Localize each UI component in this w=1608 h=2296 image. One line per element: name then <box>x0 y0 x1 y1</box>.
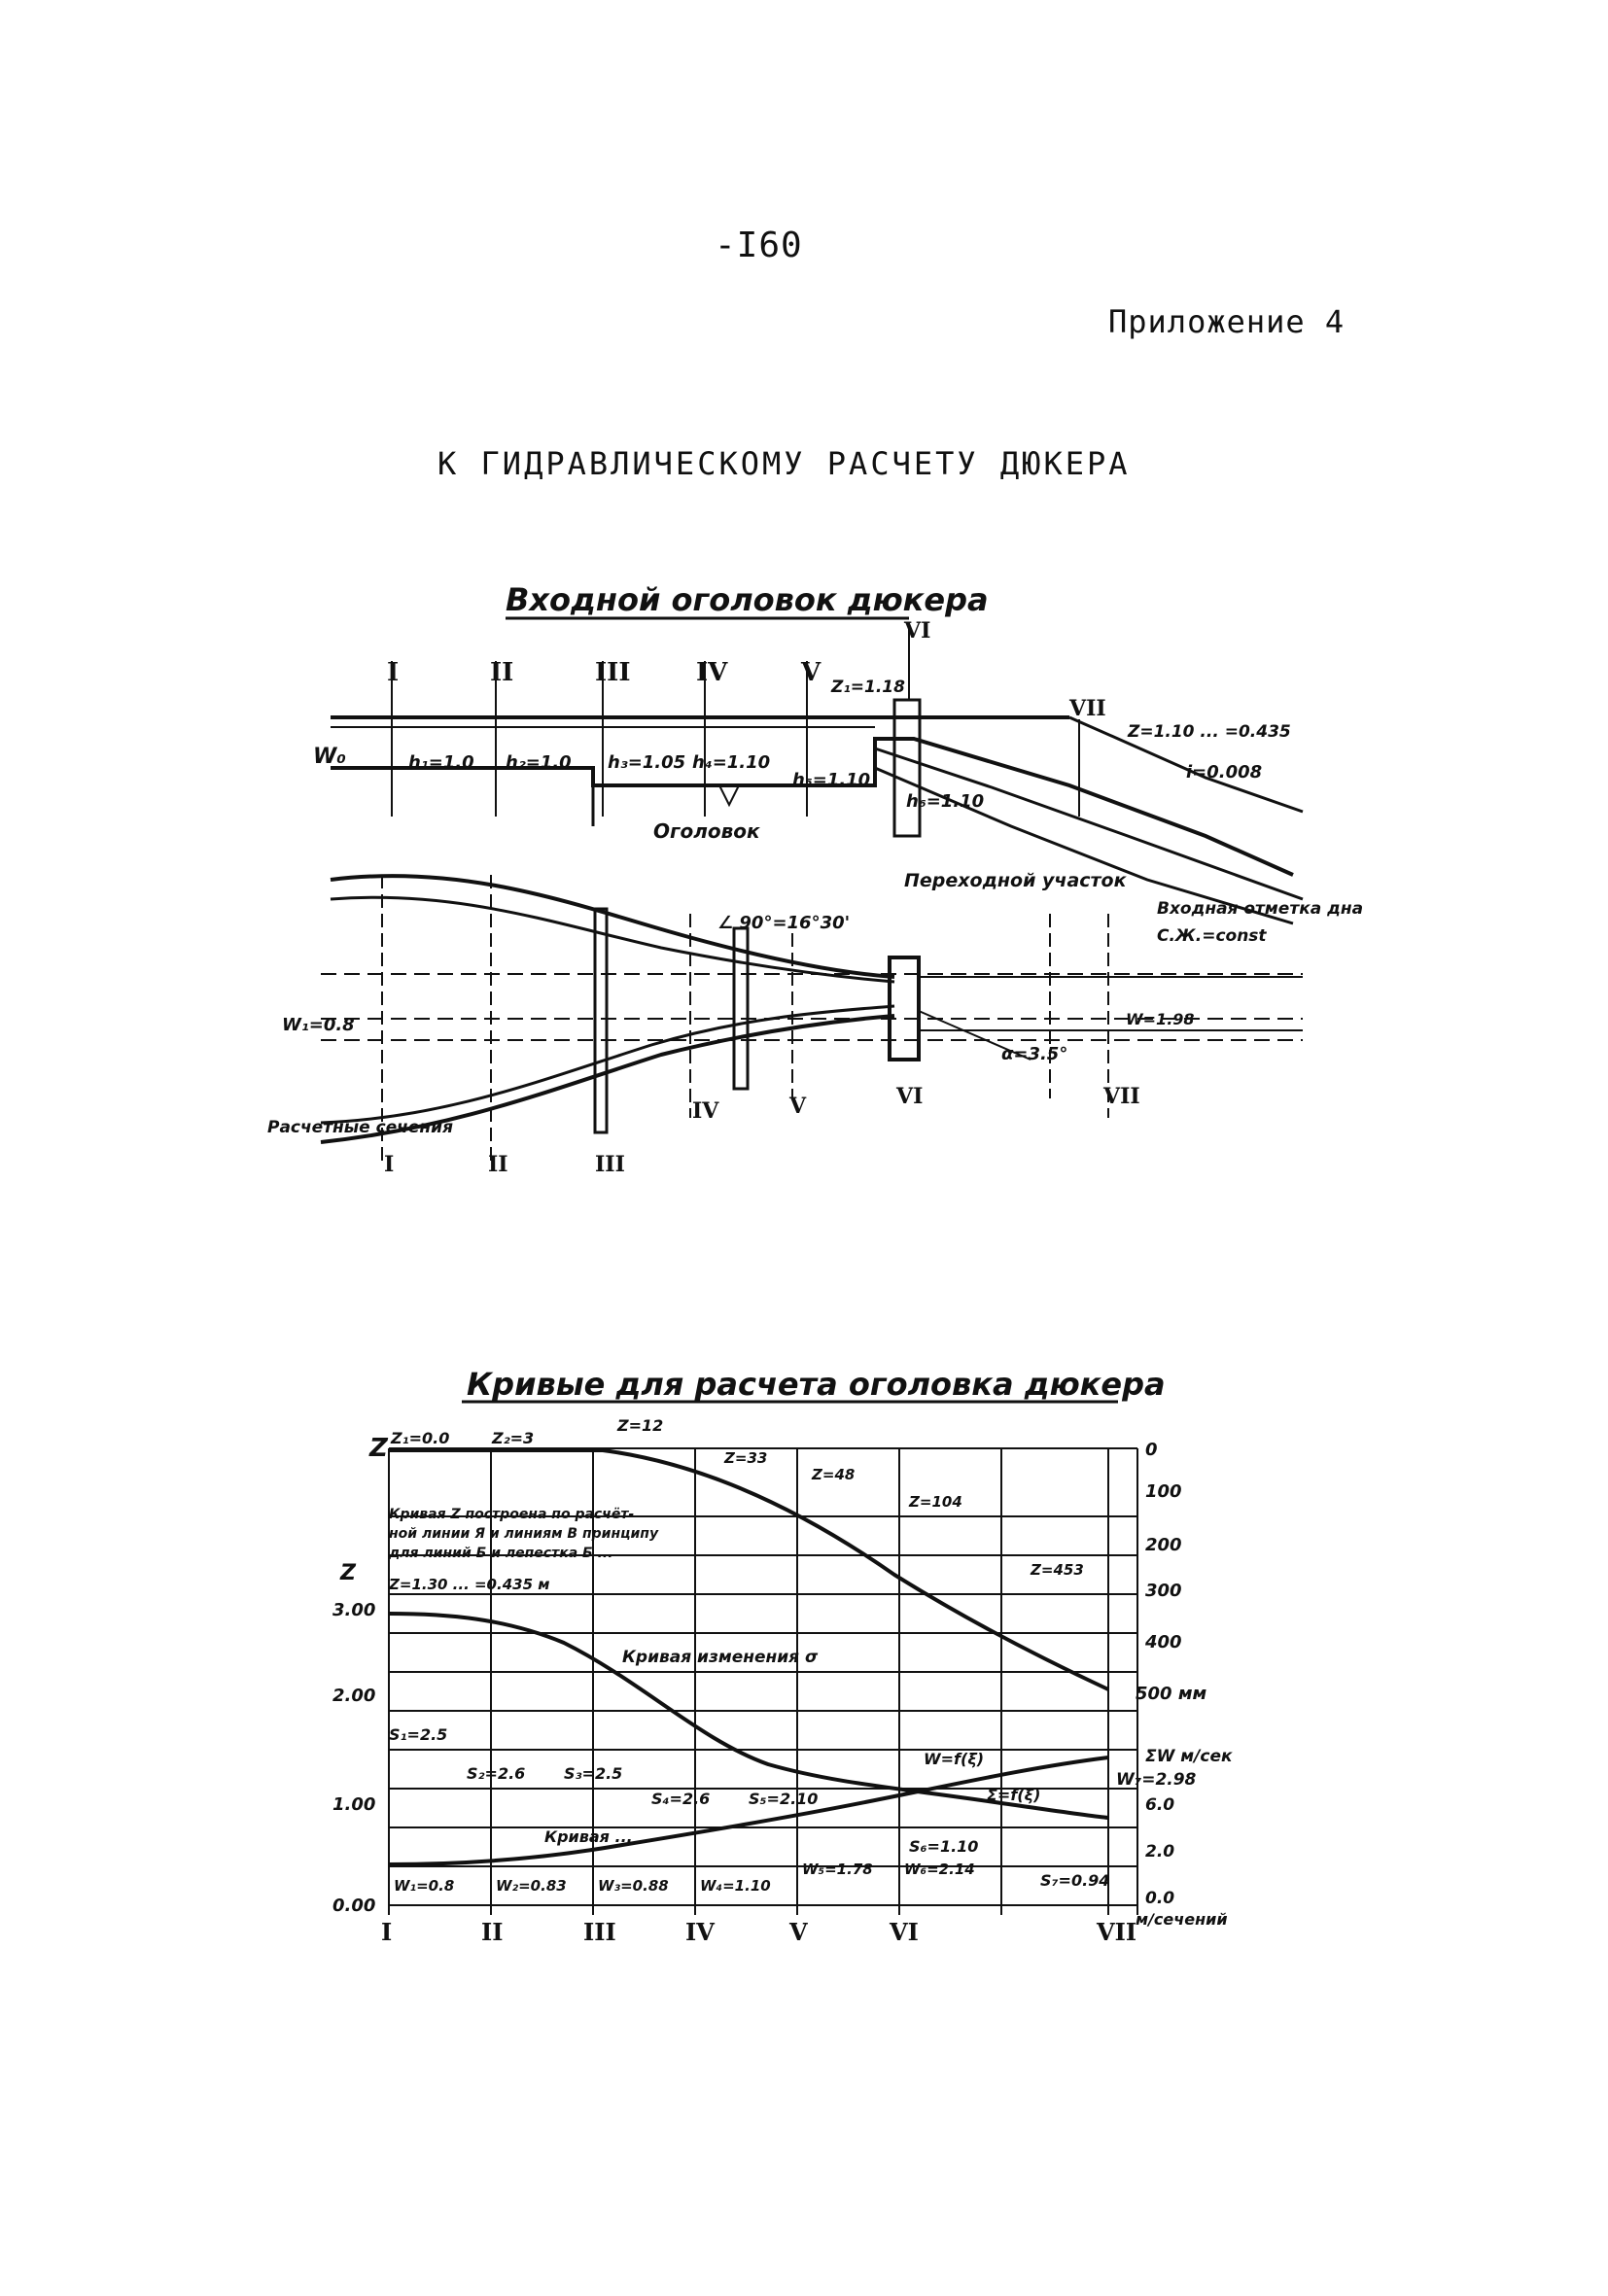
z-left-label: Z₁=1.18 <box>831 678 905 697</box>
h6-label: h₆=1.10 <box>906 791 985 812</box>
ann-w2: W₂=0.83 <box>496 1877 567 1895</box>
bottom-label-4: IV <box>692 1098 719 1124</box>
ann-w5: W₅=1.78 <box>802 1861 873 1878</box>
plan-w-left-label: W₁=0.8 <box>282 1015 355 1035</box>
ann-sigma-w: Σ=f(ξ) <box>987 1786 1041 1804</box>
plan-w-right-label: W=1.98 <box>1126 1010 1195 1028</box>
ann-s6: S₆=1.10 <box>909 1837 979 1856</box>
h2-label: h₂=1.0 <box>506 752 572 773</box>
right-tick-bottom-0: ΣW м/сек <box>1145 1747 1233 1766</box>
document-title: К ГИДРАВЛИЧЕСКОМУ РАСЧЕТУ ДЮКЕРА <box>437 445 1131 482</box>
ann-note2: ной линии Я и линиям В принципу <box>389 1526 659 1542</box>
ann-s2: S₂=2.6 <box>467 1764 526 1783</box>
ann-z0: Z₁=0.0 <box>391 1429 450 1447</box>
ann-z3: Z=12 <box>617 1416 664 1435</box>
left-axis-label: Z <box>340 1561 356 1585</box>
z-right-label: Z=1.10 ... =0.435 <box>1128 722 1291 742</box>
bottom-label-5: V <box>789 1094 807 1119</box>
right-tick-bottom-4: 0.0 <box>1145 1889 1175 1908</box>
appendix-label: Приложение 4 <box>1108 303 1346 340</box>
right-tick-top-1: 100 <box>1145 1481 1182 1502</box>
const-label: С.Ж.=const <box>1157 926 1267 946</box>
ann-s4: S₄=2.6 <box>651 1790 711 1808</box>
x-label-4: IV <box>685 1918 715 1946</box>
slope-label: i=0.008 <box>1186 762 1263 783</box>
bottom-label-2: II <box>488 1152 508 1177</box>
top-label-7: VII <box>1069 696 1106 721</box>
ann-z7: Z=453 <box>1031 1561 1084 1579</box>
bottom-label-1: I <box>384 1152 395 1177</box>
ann-note3: для линий Б и лепестка Б ... <box>389 1546 613 1561</box>
ann-w1: W₁=0.8 <box>394 1877 455 1895</box>
bottom-label-6: VI <box>896 1084 924 1109</box>
bottom-label-7: VII <box>1103 1084 1140 1109</box>
top-label-1: I <box>387 658 400 687</box>
angle-label: ∠ 90°=16°30' <box>717 913 851 933</box>
x-label-3: III <box>583 1918 616 1946</box>
top-label-2: II <box>490 658 514 687</box>
h1-label: h₁=1.0 <box>408 752 474 773</box>
left-tick-3: 0.00 <box>332 1896 376 1916</box>
left-tick-1: 2.00 <box>332 1686 376 1706</box>
ann-note1: Кривая Z построена по расчёт- <box>389 1507 635 1522</box>
right-tick-top-4: 400 <box>1145 1632 1182 1652</box>
ann-z6: Z=104 <box>909 1493 962 1511</box>
w0-label: W₀ <box>313 745 346 769</box>
ann-w4: W₄=1.10 <box>700 1877 771 1895</box>
ann-s3: S₃=2.5 <box>564 1764 623 1783</box>
right-tick-top-2: 200 <box>1145 1535 1182 1555</box>
ann-w-curve: W=f(ξ) <box>924 1750 985 1768</box>
top-label-5: V <box>801 658 821 687</box>
transition-label: Переходной участок <box>904 870 1127 891</box>
x-label-6: VI <box>890 1918 919 1946</box>
h3-label: h₃=1.05 <box>608 752 686 773</box>
ann-w6: W₆=2.14 <box>904 1861 975 1878</box>
right-tick-bottom-2: 6.0 <box>1145 1795 1175 1815</box>
bottom-label-3: III <box>595 1152 625 1177</box>
ogolovok-label: Оголовок <box>653 819 760 843</box>
h4-label: h₄=1.10 <box>692 752 771 773</box>
ann-z2: Z₂=3 <box>492 1429 535 1447</box>
alpha-label: α=3.5° <box>1001 1044 1068 1064</box>
right-tick-top-3: 300 <box>1145 1581 1182 1601</box>
right-axis-unit: м/сечений <box>1136 1910 1228 1929</box>
ann-s5: S₅=2.10 <box>749 1790 819 1808</box>
figure1-title: Входной оголовок дюкера <box>506 581 989 618</box>
x-label-7: VII <box>1097 1918 1137 1946</box>
top-label-3: III <box>595 658 631 687</box>
ann-s7: S₇=0.94 <box>1040 1871 1110 1890</box>
left-tick-0: 3.00 <box>332 1600 376 1620</box>
right-tick-bottom-1: W₇=2.98 <box>1116 1770 1197 1790</box>
page-number: -I60 <box>715 226 803 265</box>
chart-x-labels <box>381 1918 1136 1946</box>
h5-label: h₅=1.10 <box>792 770 871 790</box>
ann-s1: S₁=2.5 <box>389 1725 448 1744</box>
ann-sigma-curve: Кривая изменения σ <box>622 1648 819 1667</box>
figure2-title: Кривые для расчета оголовка дюкера <box>467 1366 1166 1403</box>
x-label-2: II <box>481 1918 504 1946</box>
top-axis-label: Z <box>369 1434 388 1463</box>
bottom-note-label: Входная отметка дна <box>1157 899 1364 919</box>
ann-curve-label: Кривая ... <box>544 1827 633 1846</box>
ann-z5: Z=48 <box>812 1466 856 1483</box>
ann-z4: Z=33 <box>724 1449 768 1467</box>
ann-formula: Z=1.30 ... =0.435 м <box>389 1576 550 1593</box>
x-label-5: V <box>789 1918 808 1946</box>
calc-sections-label: Расчетные сечения <box>267 1118 454 1137</box>
right-tick-bottom-3: 2.0 <box>1145 1842 1175 1861</box>
ann-w3: W₃=0.88 <box>598 1877 669 1895</box>
right-tick-top-5: 500 мм <box>1136 1684 1207 1704</box>
x-label-1: I <box>381 1918 393 1946</box>
top-label-4: IV <box>696 658 728 687</box>
right-tick-top-0: 0 <box>1145 1440 1158 1460</box>
top-label-6: VI <box>904 618 931 644</box>
left-tick-2: 1.00 <box>332 1794 376 1815</box>
